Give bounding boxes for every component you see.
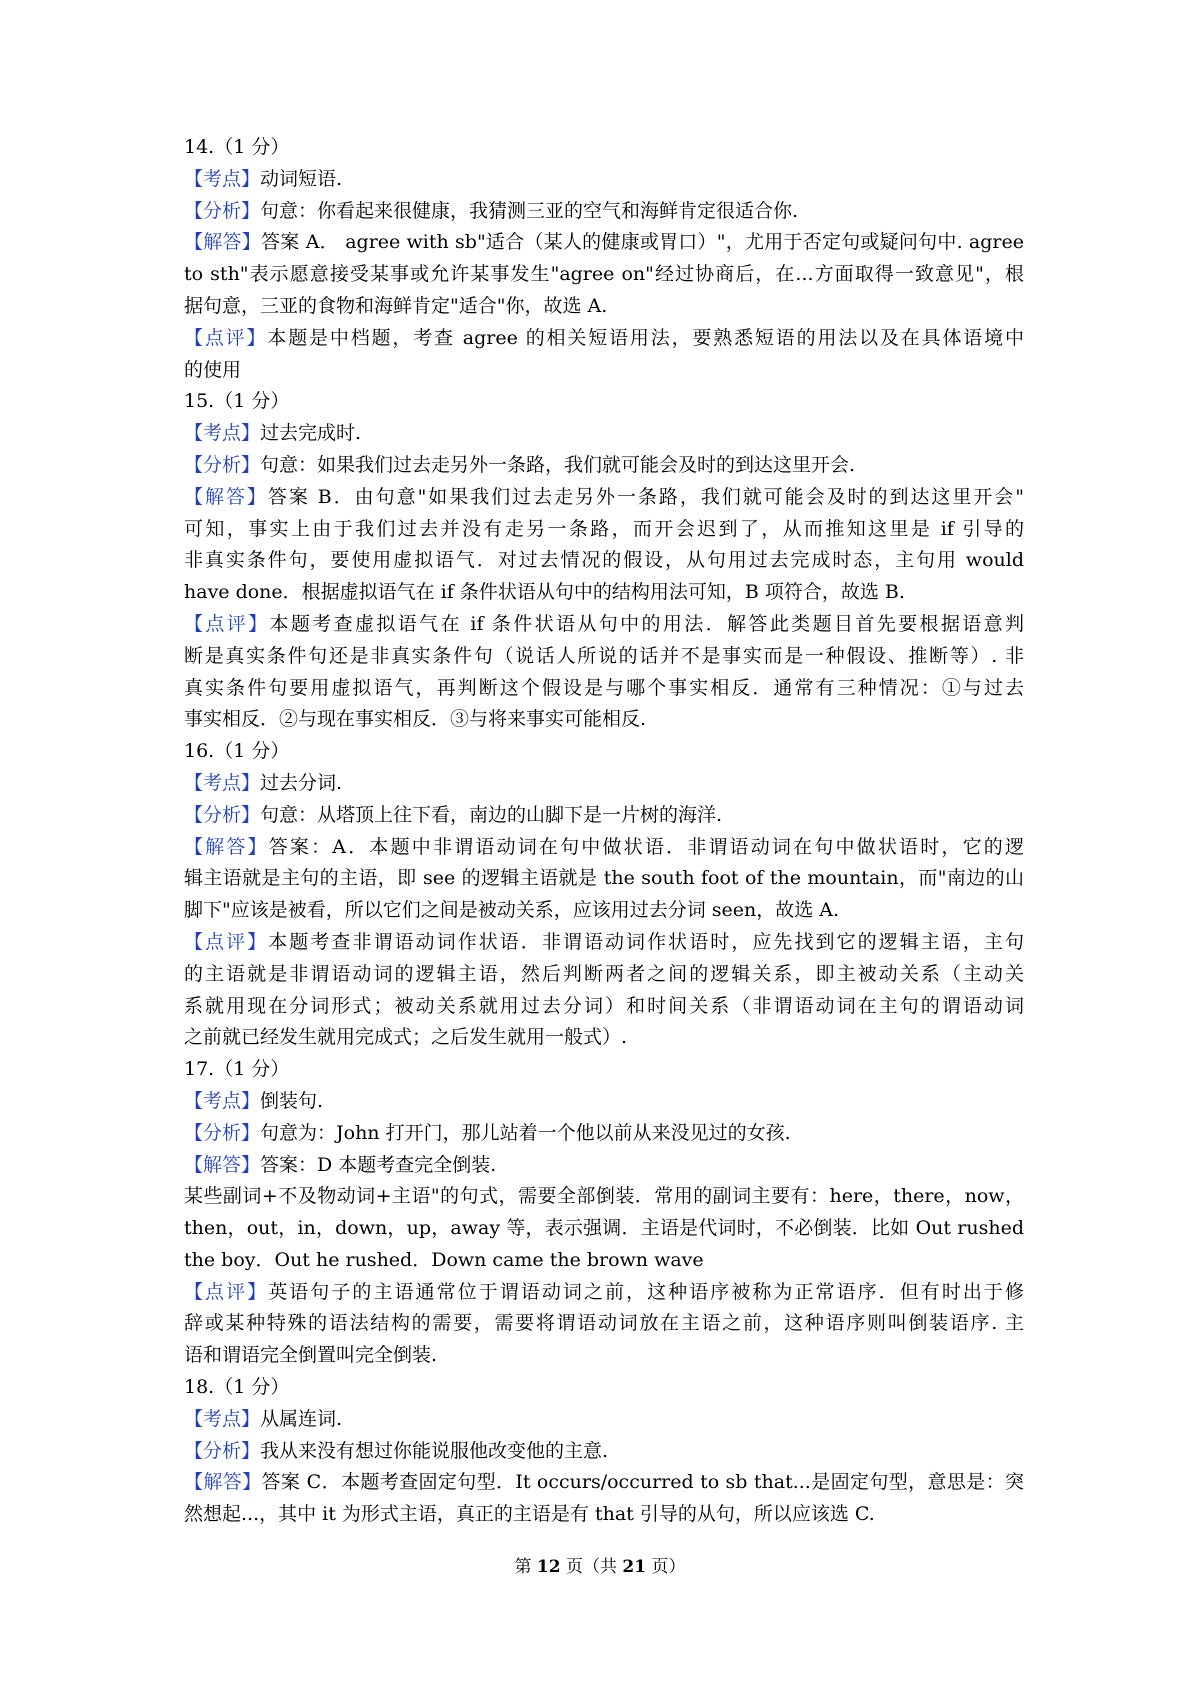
line-text: 语和谓语完全倒置叫完全倒装.	[184, 1344, 438, 1367]
line-text: 句意：从塔顶上往下看，南边的山脚下是一片树的海洋.	[260, 803, 723, 826]
line-text: 动词短语.	[260, 167, 343, 190]
section-tag: 【解答】	[184, 231, 261, 254]
line-text: 答案：D 本题考查完全倒装.	[260, 1153, 497, 1176]
text-line	[184, 895, 1024, 927]
section-tag: 【解答】	[184, 485, 268, 508]
text-line	[184, 1150, 1024, 1182]
text-line	[184, 323, 1024, 355]
line-text: 脚下"应该是被看，所以它们之间是被动关系，应该用过去分词 seen，故选 A.	[184, 899, 840, 922]
line-text: 之前就已经发生就用完成式；之后发生就用一般式）.	[184, 1026, 628, 1049]
line-text: 辑主语就是主句的主语，即 see 的逻辑主语就是 the south foot of the mountain，而"南边的山	[184, 867, 1024, 890]
line-text: 英语句子的主语通常位于谓语动词之前，这种语序被称为正常语序．但有时出于修	[268, 1280, 1024, 1303]
line-text: 本题是中档题，考查 agree 的相关短语用法，要熟悉短语的用法以及在具体语境中	[267, 326, 1024, 349]
line-text: 断是真实条件句还是非真实条件句（说话人所说的话并不是事实而是一种假设、推断等）. 非	[184, 644, 1024, 667]
text-line	[184, 1499, 1024, 1531]
text-line	[184, 1467, 1024, 1499]
section-tag: 【考点】	[184, 167, 261, 190]
question-number: 18.（1 分）	[184, 1376, 290, 1399]
text-line	[184, 673, 1024, 705]
line-text: 事实相反．②与现在事实相反．③与将来事实可能相反.	[184, 708, 647, 731]
footer-suffix: 页）	[646, 1557, 686, 1577]
section-tag: 【解答】	[184, 1153, 261, 1176]
section-tag: 【点评】	[184, 326, 268, 349]
text-line	[184, 609, 1024, 641]
text-line	[184, 1404, 1024, 1436]
text-line	[184, 577, 1024, 609]
text-line	[184, 1181, 1024, 1213]
text-line	[184, 927, 1024, 959]
text-line	[184, 196, 1024, 228]
section-tag: 【分析】	[184, 453, 261, 476]
text-line	[184, 641, 1024, 673]
text-line	[184, 227, 1024, 259]
section-tag: 【考点】	[184, 1089, 261, 1112]
section-tag: 【分析】	[184, 803, 261, 826]
footer-total-pages: 21	[622, 1557, 647, 1577]
line-text: 从属连词.	[260, 1407, 343, 1430]
line-text: 真实条件句要用虚拟语气，再判断这个假设是与哪个事实相反．通常有三种情况：①与过去	[184, 676, 1024, 699]
question-number: 15.（1 分）	[184, 390, 290, 413]
text-line	[184, 418, 1024, 450]
text-line	[184, 482, 1024, 514]
line-text: 辞或某种特殊的语法结构的需要，需要将谓语动词放在主语之前，这种语序则叫倒装语序. 主	[184, 1312, 1024, 1335]
line-text: 过去完成时.	[260, 422, 362, 445]
line-text: 据句意，三亚的食物和海鲜肯定"适合"你，故选 A.	[184, 294, 608, 317]
section-tag: 【分析】	[184, 199, 261, 222]
line-text: 句意：如果我们过去走另外一条路，我们就可能会及时的到达这里开会.	[260, 453, 856, 476]
text-line	[184, 1022, 1024, 1054]
line-text: 可知，事实上由于我们过去并没有走另一条路，而开会迟到了，从而推知这里是 if 引导的	[184, 517, 1024, 540]
text-line	[184, 1308, 1024, 1340]
line-text: 系就用现在分词形式；被动关系就用过去分词）和时间关系（非谓语动词在主句的谓语动词	[184, 994, 1024, 1017]
section-tag: 【考点】	[184, 771, 261, 794]
text-line	[184, 355, 1024, 387]
line-text: have done．根据虚拟语气在 if 条件状语从句中的结构用法可知，B 项符合，故选 B.	[184, 581, 905, 604]
section-tag: 【点评】	[184, 1280, 269, 1303]
text-line	[184, 832, 1024, 864]
line-text: 的使用	[184, 358, 242, 381]
line-text: 非真实条件句，要使用虚拟语气．对过去情况的假设，从句用过去完成时态，主句用 would	[184, 549, 1024, 572]
text-line	[184, 991, 1024, 1023]
line-text: then，out，in，down，up，away 等，表示强调．主语是代词时，不必倒装．比如 Out rushed	[184, 1217, 1024, 1240]
line-text: 倒装句.	[260, 1089, 324, 1112]
text-line	[184, 291, 1024, 323]
line-text: 本题考查虚拟语气在 if 条件状语从句中的用法．解答此类题目首先要根据语意判	[269, 612, 1024, 635]
text-line	[184, 1436, 1024, 1468]
text-line	[184, 1340, 1024, 1372]
line-text: 句意为：John 打开门，那儿站着一个他以前从来没见过的女孩.	[260, 1121, 791, 1144]
line-text: to sth"表示愿意接受某事或允许某事发生"agree on"经过协商后，在...方面取得一致意见"，根	[184, 263, 1024, 286]
text-line	[184, 768, 1024, 800]
text-line	[184, 1118, 1024, 1150]
question-number: 17.（1 分）	[184, 1058, 290, 1081]
line-text: 的主语就是非谓语动词的逻辑主语，然后判断两者之间的逻辑关系，即主被动关系（主动关	[184, 962, 1024, 985]
line-text: 答案 B．由句意"如果我们过去走另外一条路，我们就可能会及时的到达这里开会"	[267, 485, 1024, 508]
text-line	[184, 514, 1024, 546]
section-tag: 【解答】	[184, 835, 269, 858]
section-tag: 【分析】	[184, 1121, 261, 1144]
text-line	[184, 1086, 1024, 1118]
section-tag: 【考点】	[184, 1407, 261, 1430]
text-line	[184, 704, 1024, 736]
text-line	[184, 164, 1024, 196]
line-text: 句意：你看起来很健康，我猜测三亚的空气和海鲜肯定很适合你.	[260, 199, 799, 222]
document-body	[184, 132, 1024, 1531]
line-text: 答案 C．本题考查固定句型．It occurs/occurred to sb that...是固定句型，意思是：突	[261, 1471, 1024, 1494]
line-text: 我从来没有想过你能说服他改变他的主意.	[260, 1439, 609, 1462]
footer-prefix: 第	[514, 1557, 537, 1577]
text-line	[184, 259, 1024, 291]
line-text: 然想起...，其中 it 为形式主语，真正的主语是有 that 引导的从句，所以应该选 C.	[184, 1503, 875, 1526]
section-tag: 【考点】	[184, 422, 261, 445]
line-text: 答案 A． agree with sb"适合（某人的健康或胃口）"，尤用于否定句或疑问句中. agree	[260, 231, 1024, 254]
footer-middle: 页（共	[560, 1557, 623, 1577]
text-line	[184, 450, 1024, 482]
text-line	[184, 1213, 1024, 1245]
text-line	[184, 800, 1024, 832]
footer-page-number: 12	[536, 1557, 561, 1577]
text-line	[184, 959, 1024, 991]
section-tag: 【点评】	[184, 612, 270, 635]
line-text: 某些副词+不及物动词+主语"的句式，需要全部倒装．常用的副词主要有：here，there，now，	[184, 1185, 1024, 1208]
text-line	[184, 1277, 1024, 1309]
line-text: 过去分词.	[260, 771, 343, 794]
question-number: 16.（1 分）	[184, 740, 290, 763]
page-footer	[0, 1555, 1200, 1579]
line-text: the boy．Out he rushed．Down came the brown wave	[184, 1248, 704, 1271]
text-line	[184, 545, 1024, 577]
section-tag: 【分析】	[184, 1439, 261, 1462]
text-line	[184, 863, 1024, 895]
line-text: 答案：A．本题中非谓语动词在句中做状语．非谓语动词在句中做状语时，它的逻	[268, 835, 1024, 858]
question-number: 14.（1 分）	[184, 136, 290, 158]
line-text: 本题考查非谓语动词作状语．非谓语动词作状语时，应先找到它的逻辑主语，主句	[268, 930, 1024, 953]
section-tag: 【点评】	[184, 930, 269, 953]
text-line	[184, 1245, 1024, 1277]
section-tag: 【解答】	[184, 1471, 262, 1494]
